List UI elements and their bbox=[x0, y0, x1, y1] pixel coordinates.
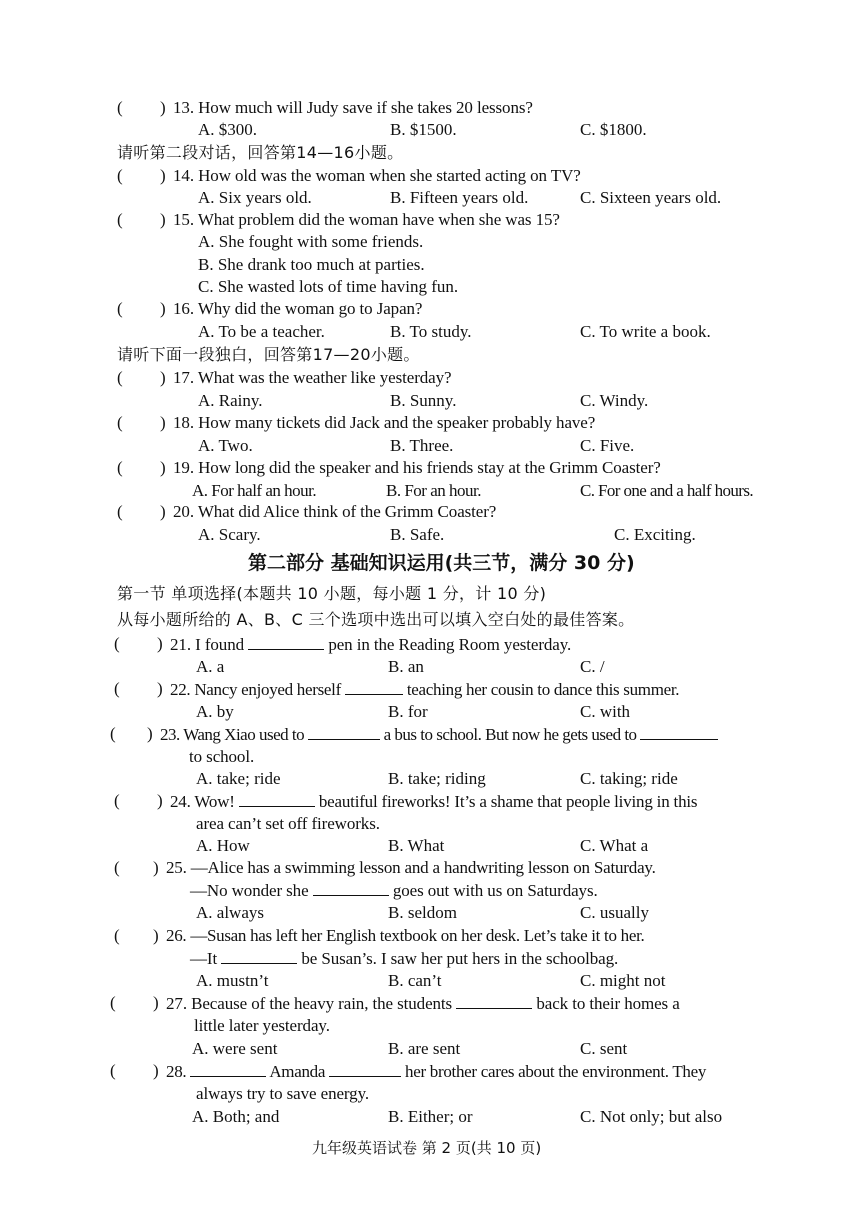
answer-paren-open: ( bbox=[110, 1061, 116, 1080]
option-b: B. an bbox=[388, 657, 424, 676]
answer-paren-open: ( bbox=[114, 791, 120, 810]
number-separator: . bbox=[176, 725, 180, 744]
question-text-between-blanks: Amanda bbox=[269, 1062, 326, 1081]
question-number: 22 bbox=[170, 680, 187, 699]
question-text-after-blank: back to their homes a bbox=[536, 994, 680, 1013]
option-b: B. What bbox=[388, 836, 445, 855]
answer-paren-close: ) bbox=[160, 166, 166, 185]
option-c: C. Five. bbox=[580, 436, 635, 455]
question-number: 26 bbox=[166, 926, 183, 945]
section1-description: 从每小题所给的 A、B、C 三个选项中选出可以填入空白处的最佳答案。 bbox=[117, 610, 635, 629]
question-text: What did Alice think of the Grimm Coaster? bbox=[197, 502, 497, 521]
number-separator: . bbox=[189, 98, 194, 117]
number-separator: . bbox=[189, 502, 194, 521]
question-28 bbox=[166, 1061, 706, 1082]
question-15 bbox=[173, 210, 560, 230]
option-a: A. To be a teacher. bbox=[198, 322, 325, 341]
answer-paren-close: ) bbox=[153, 926, 159, 945]
monologue-instruction: 请听下面一段独白，回答第17—20小题。 bbox=[117, 345, 420, 364]
number-separator: . bbox=[189, 458, 194, 477]
answer-paren-close: ) bbox=[153, 993, 159, 1012]
option-a: A. For half an hour. bbox=[192, 481, 317, 500]
option-c: C. usually bbox=[580, 903, 649, 922]
option-a: A. were sent bbox=[192, 1039, 278, 1058]
question-text-before-blank: Wow! bbox=[194, 792, 235, 811]
answer-blank bbox=[345, 679, 403, 695]
number-separator: . bbox=[182, 994, 187, 1013]
option-b: B. Sunny. bbox=[390, 391, 457, 410]
answer-paren-open: ( bbox=[114, 679, 120, 698]
question-text: Why did the woman go to Japan? bbox=[197, 299, 423, 318]
question-text: What was the weather like yesterday? bbox=[197, 368, 452, 387]
answer-paren-close: ) bbox=[147, 724, 153, 743]
option-c: C. $1800. bbox=[580, 120, 647, 139]
question-text: How many tickets did Jack and the speaker probably have? bbox=[198, 413, 596, 432]
answer-paren-close: ) bbox=[153, 1061, 159, 1080]
number-separator: . bbox=[189, 299, 194, 318]
reply-text-before-blank: —No wonder she bbox=[190, 881, 309, 900]
answer-blank bbox=[313, 880, 389, 896]
number-separator: . bbox=[186, 635, 191, 654]
question-text: How old was the woman when she started acting on TV? bbox=[198, 166, 581, 185]
answer-paren-close: ) bbox=[160, 210, 166, 229]
question-number: 15 bbox=[173, 210, 190, 229]
answer-blank bbox=[456, 993, 532, 1009]
question-23-continuation: to school. bbox=[189, 747, 255, 766]
question-25 bbox=[166, 858, 656, 878]
option-a: A. take; ride bbox=[196, 769, 281, 788]
option-a: A. Rainy. bbox=[198, 391, 263, 410]
option-a: A. $300. bbox=[198, 120, 258, 139]
answer-paren-close: ) bbox=[160, 299, 166, 318]
option-c: C. For one and a half hours. bbox=[580, 481, 753, 500]
answer-paren-close: ) bbox=[160, 98, 166, 117]
question-17 bbox=[173, 368, 451, 388]
answer-paren-close: ) bbox=[160, 368, 166, 387]
reply-text-after-blank: be Susan’s. I saw her put hers in the schoolbag. bbox=[301, 949, 619, 968]
question-number: 18 bbox=[173, 413, 190, 432]
question-text-after-blank: beautiful fireworks! It’s a shame that people living in this bbox=[318, 792, 698, 811]
option-c: C. She wasted lots of time having fun. bbox=[198, 277, 459, 296]
question-number: 28 bbox=[166, 1062, 183, 1081]
question-number: 25 bbox=[166, 858, 183, 877]
option-c: C. / bbox=[580, 657, 605, 676]
option-c: C. Not only; but also bbox=[580, 1107, 723, 1126]
part2-title: 第二部分 基础知识运用(共三节，满分 30 分) bbox=[248, 552, 635, 574]
question-text-after-blank: teaching her cousin to dance this summer. bbox=[406, 680, 680, 699]
option-b: B. Fifteen years old. bbox=[390, 188, 529, 207]
answer-blank bbox=[239, 791, 315, 807]
question-16 bbox=[173, 299, 422, 319]
option-b: B. She drank too much at parties. bbox=[198, 255, 425, 274]
option-c: C. might not bbox=[580, 971, 666, 990]
option-b: B. Either; or bbox=[388, 1107, 473, 1126]
question-number: 13 bbox=[173, 98, 190, 117]
option-c: C. sent bbox=[580, 1039, 628, 1058]
question-27-continuation: little later yesterday. bbox=[194, 1016, 330, 1035]
answer-blank-2 bbox=[329, 1061, 401, 1077]
answer-blank bbox=[248, 634, 324, 650]
number-separator: . bbox=[186, 792, 191, 811]
option-c: C. Sixteen years old. bbox=[580, 188, 722, 207]
question-13 bbox=[173, 98, 533, 118]
question-number: 23 bbox=[160, 725, 176, 744]
option-a: A. always bbox=[196, 903, 264, 922]
question-text-before-blank: I found bbox=[195, 635, 244, 654]
option-c: C. taking; ride bbox=[580, 769, 678, 788]
page-footer: 九年级英语试卷 第 2 页(共 10 页) bbox=[312, 1139, 542, 1157]
option-a: A. She fought with some friends. bbox=[198, 232, 424, 251]
answer-paren-open: ( bbox=[117, 299, 123, 318]
answer-blank-1 bbox=[308, 724, 380, 740]
option-c: C. with bbox=[580, 702, 631, 721]
answer-paren-open: ( bbox=[117, 502, 123, 521]
answer-blank bbox=[221, 948, 297, 964]
question-20 bbox=[173, 502, 496, 522]
answer-paren-open: ( bbox=[117, 166, 123, 185]
question-28-continuation: always try to save energy. bbox=[196, 1084, 370, 1103]
answer-paren-close: ) bbox=[153, 858, 159, 877]
reply-text-before-blank: —It bbox=[190, 949, 218, 968]
option-b: B. Safe. bbox=[390, 525, 445, 544]
section1-title: 第一节 单项选择(本题共 10 小题，每小题 1 分，计 10 分) bbox=[117, 584, 547, 603]
question-text-after-blank: pen in the Reading Room yesterday. bbox=[328, 635, 572, 654]
question-number: 16 bbox=[173, 299, 190, 318]
option-c: C. Exciting. bbox=[614, 525, 696, 544]
question-26 bbox=[166, 926, 644, 946]
question-text-before-blank: Nancy enjoyed herself bbox=[194, 680, 341, 699]
question-19 bbox=[173, 458, 661, 478]
option-b: B. for bbox=[388, 702, 428, 721]
question-text: What problem did the woman have when she was 15? bbox=[197, 210, 560, 229]
question-text: How long did the speaker and his friends stay at the Grimm Coaster? bbox=[198, 458, 661, 477]
option-b: B. $1500. bbox=[390, 120, 457, 139]
question-text: —Alice has a swimming lesson and a handwriting lesson on Saturday. bbox=[190, 858, 656, 877]
number-separator: . bbox=[189, 210, 194, 229]
answer-paren-open: ( bbox=[117, 368, 123, 387]
option-c: C. What a bbox=[580, 836, 649, 855]
reply-text-after-blank: goes out with us on Saturdays. bbox=[392, 881, 598, 900]
answer-paren-close: ) bbox=[160, 413, 166, 432]
option-a: A. a bbox=[196, 657, 225, 676]
question-number: 27 bbox=[166, 994, 183, 1013]
option-b: B. are sent bbox=[388, 1039, 461, 1058]
option-a: A. Scary. bbox=[198, 525, 261, 544]
option-a: A. Both; and bbox=[192, 1107, 280, 1126]
answer-blank-1 bbox=[190, 1061, 266, 1077]
answer-paren-open: ( bbox=[117, 458, 123, 477]
answer-paren-open: ( bbox=[114, 858, 120, 877]
question-text: —Susan has left her English textbook on her desk. Let’s take it to her. bbox=[190, 926, 645, 945]
question-number: 14 bbox=[173, 166, 190, 185]
option-c: C. Windy. bbox=[580, 391, 649, 410]
answer-paren-open: ( bbox=[114, 634, 120, 653]
answer-paren-close: ) bbox=[157, 679, 163, 698]
option-b: B. To study. bbox=[390, 322, 472, 341]
answer-paren-open: ( bbox=[117, 98, 123, 117]
number-separator: . bbox=[186, 680, 191, 699]
question-23 bbox=[160, 724, 718, 745]
answer-paren-close: ) bbox=[157, 634, 163, 653]
number-separator: . bbox=[189, 413, 194, 432]
option-a: A. by bbox=[196, 702, 234, 721]
question-27 bbox=[166, 993, 680, 1014]
question-26-reply bbox=[190, 948, 618, 969]
question-24-continuation: area can’t set off fireworks. bbox=[196, 814, 380, 833]
question-text-after-blank: her brother cares about the environment. They bbox=[405, 1062, 707, 1081]
option-a: A. Two. bbox=[198, 436, 253, 455]
number-separator: . bbox=[189, 166, 194, 185]
option-b: B. can’t bbox=[388, 971, 442, 990]
question-14 bbox=[173, 166, 581, 186]
answer-paren-open: ( bbox=[114, 926, 120, 945]
question-number: 21 bbox=[170, 635, 187, 654]
question-number: 20 bbox=[173, 502, 190, 521]
question-number: 24 bbox=[170, 792, 187, 811]
option-b: B. seldom bbox=[388, 903, 457, 922]
option-a: A. Six years old. bbox=[198, 188, 312, 207]
number-separator: . bbox=[189, 368, 194, 387]
dialog2-instruction: 请听第二段对话，回答第14—16小题。 bbox=[117, 143, 404, 162]
question-22 bbox=[170, 679, 679, 700]
question-number: 17 bbox=[173, 368, 190, 387]
option-a: A. mustn’t bbox=[196, 971, 269, 990]
question-text-between-blanks: a bus to school. But now he gets used to bbox=[383, 725, 637, 744]
answer-paren-open: ( bbox=[117, 210, 123, 229]
option-a: A. How bbox=[196, 836, 250, 855]
number-separator: . bbox=[182, 858, 187, 877]
answer-paren-open: ( bbox=[117, 413, 123, 432]
number-separator: . bbox=[182, 1062, 187, 1081]
question-25-reply bbox=[190, 880, 598, 901]
option-b: B. Three. bbox=[390, 436, 454, 455]
answer-paren-close: ) bbox=[160, 458, 166, 477]
answer-paren-open: ( bbox=[110, 993, 116, 1012]
answer-paren-close: ) bbox=[157, 791, 163, 810]
option-b: B. take; riding bbox=[388, 769, 486, 788]
answer-paren-open: ( bbox=[110, 724, 116, 743]
option-b: B. For an hour. bbox=[386, 481, 481, 500]
question-text: How much will Judy save if she takes 20 lessons? bbox=[198, 98, 533, 117]
question-number: 19 bbox=[173, 458, 190, 477]
question-text-before-blank: Because of the heavy rain, the students bbox=[191, 994, 453, 1013]
number-separator: . bbox=[182, 926, 187, 945]
option-c: C. To write a book. bbox=[580, 322, 711, 341]
question-18 bbox=[173, 413, 595, 433]
question-21 bbox=[170, 634, 571, 655]
question-24 bbox=[170, 791, 697, 812]
answer-paren-close: ) bbox=[160, 502, 166, 521]
question-text-before-blank: Wang Xiao used to bbox=[183, 725, 305, 744]
answer-blank-2 bbox=[640, 724, 718, 740]
